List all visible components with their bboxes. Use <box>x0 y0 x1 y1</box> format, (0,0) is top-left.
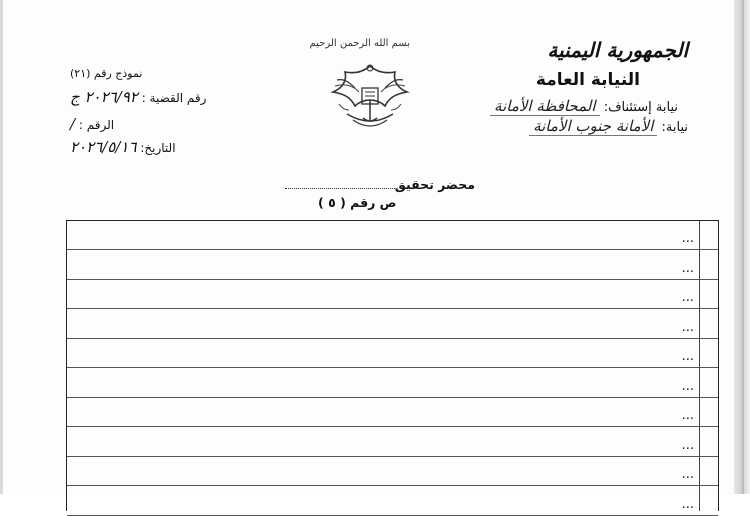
yemen-emblem-icon <box>325 58 415 138</box>
ruled-line <box>67 249 718 250</box>
ruled-line <box>67 426 718 427</box>
handwritten-line: ... <box>681 290 694 305</box>
ruled-line <box>67 279 718 280</box>
ruled-line <box>67 397 718 398</box>
case-number-value: ٢٠٢٦/٩٢ ج <box>70 88 138 106</box>
handwritten-line: ... <box>681 408 694 423</box>
minutes-label: محضر تحقيق <box>394 177 475 192</box>
prosecution-value: الأمانة جنوب الأمانة <box>529 117 657 136</box>
handwritten-line: ... <box>681 437 694 453</box>
date-value: ٢٠٢٦/٥/١٦ <box>70 138 137 156</box>
handwritten-line: ... <box>681 378 694 394</box>
basmala: بسم الله الرحمن الرحيم <box>309 38 410 49</box>
scan-left-edge <box>0 0 3 494</box>
page-number: ص رقم ( ٥ ) <box>318 195 397 210</box>
prosecution-row <box>529 117 688 136</box>
lined-writing-area <box>66 220 719 511</box>
handwritten-line: ... <box>681 496 694 512</box>
reference-number-row <box>70 115 114 133</box>
appeal-prosecution-row <box>490 97 678 116</box>
appeal-label: نيابة إستئناف: <box>603 100 678 115</box>
handwritten-line: ... <box>681 349 694 364</box>
handwritten-line: ... <box>681 467 694 482</box>
republic-title: الجمهورية اليمنية <box>547 38 688 62</box>
case-number-label: رقم القضية : <box>141 91 207 105</box>
margin-line <box>699 221 700 511</box>
ruled-line <box>67 485 718 486</box>
date-label: التاريخ: <box>140 141 176 155</box>
handwritten-line: ... <box>681 231 694 246</box>
handwritten-line: ... <box>681 260 694 276</box>
ruled-line <box>67 338 718 339</box>
ruled-line <box>67 308 718 309</box>
prosecution-label: نيابة: <box>661 120 688 135</box>
appeal-value: المحافظة الأمانة <box>490 97 600 116</box>
scan-right-edge-line <box>742 0 744 494</box>
reference-number-label: الرقم : <box>78 118 115 132</box>
ruled-line <box>67 367 718 368</box>
handwritten-line: ... <box>681 319 694 335</box>
ruled-line <box>67 515 718 516</box>
case-number-row <box>70 88 206 106</box>
form-number: نموذج رقم (٢١) <box>70 67 143 80</box>
reference-number-value: / <box>70 115 76 133</box>
investigation-minutes-title <box>265 177 475 192</box>
date-row <box>70 138 176 156</box>
ruled-line <box>67 456 718 457</box>
public-prosecution-title: النيابة العامة <box>535 70 640 90</box>
